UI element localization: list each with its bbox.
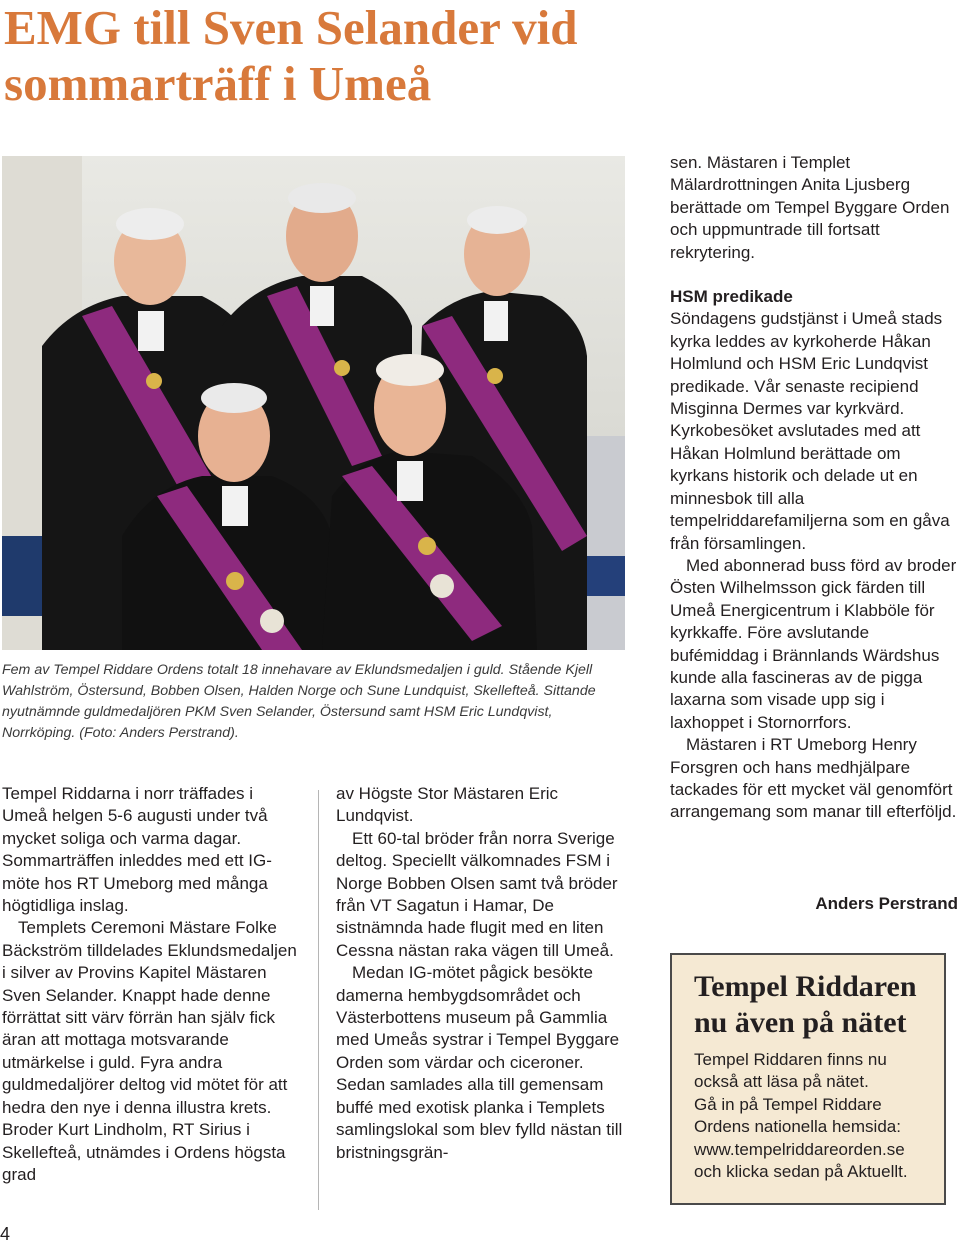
page-number: 4 bbox=[0, 1224, 11, 1244]
group-photo bbox=[2, 156, 625, 650]
article-column-3 bbox=[670, 152, 960, 824]
paragraph: sen. Mästaren i Templet Mälardrottningen Anita Ljusberg berättade om Tempel Byggare Orden och uppmuntrade till fortsatt rekrytering. bbox=[670, 153, 950, 262]
info-box-line: Tempel Riddaren finns nu också att läsa på nätet. bbox=[694, 1050, 887, 1092]
paragraph: av Högste Stor Mästaren Eric Lundqvist. bbox=[336, 784, 559, 826]
section-heading: HSM predikade bbox=[670, 287, 793, 307]
info-box-url[interactable]: www.tempelriddareorden.se bbox=[694, 1139, 905, 1159]
author-signature: Anders Perstrand bbox=[815, 894, 958, 913]
photo-caption: Fem av Tempel Riddare Ordens totalt 18 innehavare av Eklundsmedaljen i guld. Stående Kjell Wahlström, Östersund, Bobben Olsen, Halden Norge och Sune Lundquist, Skellefteå. Sittande nyutnämnde guldmedaljören PKM Sven Selander, Östersund samt HSM Eric Lundqvist, Norrköping. (Foto: Anders Perstrand). bbox=[2, 662, 596, 741]
paragraph: Templets Ceremoni Mästare Folke Bäckström tilldelades Eklundsmedaljen i silver av Provins Kapitel Mästaren Sven Selander. Knappt hade denne förrättat sitt värv förrän han själv fick äran att mottaga motsvarande utmärkelse i guld. Fyra andra guldmedaljörer deltog vid mötet för att hedra den nye i denna illustra krets. Broder Kurt Lindholm, RT Sirius i Skellefteå, utnämdes i Ordens högsta grad bbox=[2, 918, 297, 1184]
paragraph: Tempel Riddarna i norr träffades i Umeå helgen 5-6 augusti under två mycket soliga och varma dagar. Sommarträffen inleddes med ett IG-möte hos RT Umeborg med många högtidliga inslag. bbox=[2, 784, 272, 916]
paragraph: Med abonnerad buss förd av broder Östen Wilhelmsson gick färden till Umeå Energicentrum i Klabböle för kyrkkaffe. Före avslutande bufémiddag i Brännlands Wärdshus kunde alla fascineras av de pigga laxarna som visade upp sig i laxhoppet i Stornorrfors. bbox=[670, 555, 957, 732]
article-title: EMG till Sven Selander vid sommarträff i Umeå bbox=[4, 0, 578, 111]
info-box-line: Gå in på Tempel Riddare Ordens nationella hemsida: bbox=[694, 1094, 901, 1137]
paragraph: Söndagens gudstjänst i Umeå stads kyrka leddes av kyrkoherde Håkan Holmlund och HSM Eric Lundqvist predikade. Vår senaste recipiend Misginna Dermes var kyrkvärd. Kyrkobesöket avslutades med att Håkan Holmlund berättade om kyrkans historik och delade ut en minnesbok till alla tempelriddarefamiljerna som en gåva från församlingen. bbox=[670, 309, 950, 553]
paragraph: Mästaren i RT Umeborg Henry Forsgren och hans medhjälpare tackades för ett mycket väl genomfört arrangemang som manar till efterföljd. bbox=[670, 735, 957, 822]
article-column-1 bbox=[2, 783, 302, 1186]
paragraph: Ett 60-tal bröder från norra Sverige deltog. Speciellt välkomnades FSM i Norge Bobben Olsen samt två bröder från VT Sagatun i Hamar, De sistnämnda hade flugit med en liten Cessna nästan raka vägen till Umeå. bbox=[336, 828, 618, 960]
info-box-title: Tempel Riddaren nu även på nätet bbox=[694, 970, 917, 1039]
info-box bbox=[670, 953, 946, 1205]
column-divider bbox=[318, 790, 319, 1210]
info-box-line: och klicka sedan på Aktuellt. bbox=[694, 1162, 908, 1182]
article-column-2 bbox=[336, 783, 628, 1164]
paragraph: Medan IG-mötet pågick besökte damerna hembygdsområdet och Västerbottens museum på Gammlia med Umeås systrar i Tempel Byggare Orden som värdar och ciceroner. Sedan samlades alla till gemensam buffé med exotisk planka i Templets samlingslokal som blev fylld nästan till bristningsgrän- bbox=[336, 963, 623, 1162]
